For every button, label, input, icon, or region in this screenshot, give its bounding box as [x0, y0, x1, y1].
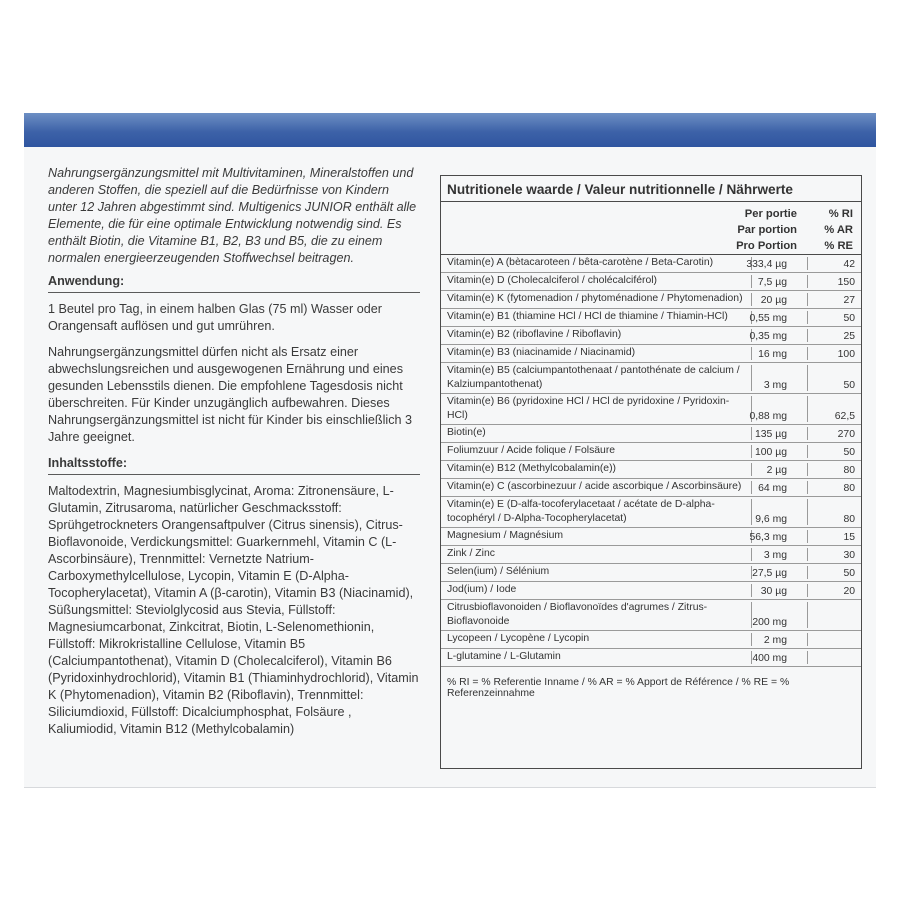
nutrient-name: Vitamin(e) B3 (niacinamide / Niacinamid)	[447, 347, 636, 358]
column-divider	[807, 396, 808, 422]
nutrient-amount: 64 mg	[758, 483, 787, 494]
nutrient-reference-intake: 50	[843, 568, 855, 579]
column-divider	[807, 602, 808, 628]
nutrient-reference-intake: 15	[843, 532, 855, 543]
column-divider	[807, 275, 808, 288]
nutrient-row	[441, 546, 861, 564]
per-portion-label: Par portion	[737, 224, 797, 236]
nutrient-reference-intake: 20	[843, 586, 855, 597]
nutrient-reference-intake: 62,5	[834, 411, 855, 422]
nutrient-name: Vitamin(e) B12 (Methylcobalamin(e))	[447, 463, 617, 474]
nutrition-footnote: % RI = % Referentie Inname / % AR = % Apport de Référence / % RE = % Referenzeinnahme	[447, 677, 790, 699]
nutrient-name: Zink / Zinc	[447, 548, 495, 559]
nutrient-row	[441, 443, 861, 461]
column-divider	[807, 445, 808, 458]
nutrient-row	[441, 600, 861, 631]
nutrient-amount: 3 mg	[763, 380, 787, 391]
nutrient-reference-intake: 50	[843, 380, 855, 391]
nutrient-row	[441, 649, 861, 667]
nutrient-name: Jod(ium) / Iode	[447, 584, 517, 595]
nutrient-row	[441, 327, 861, 345]
nutrient-name: Vitamin(e) B2 (riboflavine / Riboflavin)	[447, 329, 622, 340]
nutrient-reference-intake: 80	[843, 514, 855, 525]
column-divider	[807, 293, 808, 306]
nutrient-amount: 3 mg	[763, 550, 787, 561]
ingredients-heading: Inhaltsstoffe:	[48, 455, 420, 475]
nutrient-amount: 135 µg	[755, 429, 787, 440]
per-portion-label: Per portie	[744, 208, 797, 220]
nutrient-row	[441, 582, 861, 600]
column-divider	[807, 499, 808, 525]
nutrient-name: Biotin(e)	[447, 427, 486, 438]
usage-heading: Anwendung:	[48, 273, 420, 293]
nutrient-reference-intake: 25	[843, 331, 855, 342]
nutrient-row	[441, 497, 861, 528]
packaging-top-band	[24, 113, 876, 147]
column-divider	[807, 530, 808, 543]
column-divider	[751, 427, 752, 440]
nutrient-reference-intake: 80	[843, 465, 855, 476]
nutrient-reference-intake: 50	[843, 447, 855, 458]
column-divider	[751, 275, 752, 288]
nutrient-name: Vitamin(e) B1 (thiamine HCl / HCl de thiamine / Thiamin-HCl)	[447, 311, 728, 322]
nutrient-amount: 16 mg	[758, 349, 787, 360]
per-portion-header	[736, 206, 797, 254]
nutrient-amount: 0,35 mg	[749, 331, 787, 342]
nutrient-name: Vitamin(e) B5 (calciumpantothenaat / pantothénate de calcium / Kalziumpantothenat)	[447, 365, 740, 390]
nutrient-name: Vitamin(e) C (ascorbinezuur / acide ascorbique / Ascorbinsäure)	[447, 481, 742, 492]
nutrient-amount: 9,6 mg	[755, 514, 787, 525]
reference-intake-header	[824, 206, 853, 254]
nutrient-name: Vitamin(e) A (bètacaroteen / bêta-carotène / Beta-Carotin)	[447, 257, 714, 268]
nutrient-name: Lycopeen / Lycopène / Lycopin	[447, 633, 590, 644]
column-divider	[807, 651, 808, 664]
column-divider	[807, 257, 808, 270]
nutrient-reference-intake: 80	[843, 483, 855, 494]
usage-text: 1 Beutel pro Tag, in einem halben Glas (75 ml) Wasser oder Orangensaft auflösen und gut umrühren.	[48, 302, 382, 333]
warning-text: Nahrungsergänzungsmittel dürfen nicht als Ersatz einer abwechslungsreichen und ausgewogenen Ernährung und eines gesunden Lebensstils dienen. Die empfohlene Tagesdosis nicht überschreiten. Für Kinder unzugänglich aufbewahren. Dieses Nahrungsergänzungsmittel ist nicht für Kinder bis einschließlich 3 Jahre geeignet.	[48, 345, 412, 444]
nutrient-row	[441, 309, 861, 327]
ingredients-text: Maltodextrin, Magnesiumbisglycinat, Aroma: Zitronensäure, L-Glutamin, Zitrusaroma, natürlicher Geschmacksstoff: Sprühgetrockneters Orangensaftpulver (Citrus sinensis), Citrus-Bioflavonoide, Verdickungsmittel: Guarkernmehl, Vitamin C (L-Ascorbinsäure), Trennmittel: Vernetzte Natrium-Carboxymethylcellulose, Lycopin, Vitamin E (D-Alpha-Tocopherylacetat), Vitamin A (β-carotin), Vitamin B3 (Niacinamid), Süßungsmittel: Steviolglycosid aus Stevia, Füllstoff: Magnesiumcarbonat, Zinkcitrat, Biotin, L-Selenomethionin, Füllstoff: Mikrokristalline Cellulose, Vitamin B5 (Calciumpantothenat), Vitamin D (Cholecalciferol), Vitamin B6 (Pyridoxinhydrochlorid), Vitamin B1 (Thiaminhydrochlorid), Vitamin K (Phytomenadion), Vitamin B2 (Riboflavin), Trennmittel: Siliciumdioxid, Füllstoff: Dicalciumphosphat, Folsäure , Kaliumiodid, Vitamin B12 (Methylcobalamin)	[48, 484, 419, 736]
nutrient-name: L-glutamine / L-Glutamin	[447, 651, 561, 662]
nutrient-row	[441, 631, 861, 649]
nutrient-name: Vitamin(e) K (fytomenadion / phytoménadione / Phytomenadion)	[447, 293, 743, 304]
nutrient-amount: 0,88 mg	[749, 411, 787, 422]
column-divider	[751, 365, 752, 391]
nutrient-row	[441, 528, 861, 546]
nutrient-row	[441, 564, 861, 582]
description-column	[48, 165, 420, 738]
nutrient-name: Selen(ium) / Sélénium	[447, 566, 550, 577]
nutrient-amount: 7,5 µg	[757, 277, 787, 288]
nutrition-table-title: Nutritionele waarde / Valeur nutritionnelle / Nährwerte	[441, 176, 861, 202]
nutrient-amount: 100 µg	[755, 447, 787, 458]
nutrient-name: Vitamin(e) E (D-alfa-tocoferylacetaat / acétate de D-alpha-tocophéryl / D-Alpha-Tocopherylacetat)	[447, 499, 715, 524]
nutrient-amount: 200 mg	[752, 617, 787, 628]
nutrient-amount: 27,5 µg	[752, 568, 787, 579]
reference-intake-label: % RI	[828, 208, 853, 220]
nutrient-amount: 0,55 mg	[749, 313, 787, 324]
nutrient-reference-intake: 42	[843, 259, 855, 270]
column-divider	[751, 463, 752, 476]
reference-intake-label: % RE	[824, 240, 853, 252]
nutrient-reference-intake: 150	[837, 277, 855, 288]
nutrient-amount: 30 µg	[760, 586, 787, 597]
nutrient-row	[441, 291, 861, 309]
column-divider	[807, 481, 808, 494]
column-divider	[751, 445, 752, 458]
nutrition-table	[440, 175, 862, 769]
column-divider	[751, 633, 752, 646]
nutrient-row	[441, 425, 861, 443]
nutrient-row	[441, 479, 861, 497]
nutrient-row	[441, 273, 861, 291]
column-divider	[751, 481, 752, 494]
nutrient-amount: 400 mg	[752, 653, 787, 664]
nutrient-name: Magnesium / Magnésium	[447, 530, 564, 541]
column-divider	[807, 427, 808, 440]
column-divider	[807, 548, 808, 561]
column-divider	[807, 365, 808, 391]
nutrient-row	[441, 461, 861, 479]
nutrient-row	[441, 394, 861, 425]
column-divider	[807, 347, 808, 360]
nutrient-row	[441, 363, 861, 394]
nutrition-table-header	[441, 202, 861, 255]
column-divider	[751, 347, 752, 360]
nutrient-reference-intake: 27	[843, 295, 855, 306]
nutrient-amount: 2 mg	[763, 635, 787, 646]
nutrient-amount: 56,3 mg	[749, 532, 787, 543]
nutrient-reference-intake: 100	[837, 349, 855, 360]
product-intro-text: Nahrungsergänzungsmittel mit Multivitaminen, Mineralstoffen und anderen Stoffen, die speziell auf die Bedürfnisse von Kindern unter 12 Jahren abgestimmt sind. Multigenics JUNIOR enthält alle Elemente, die für eine optimale Entwicklung notwendig sind. Es enthält Biotin, die Vitamine B1, B2, B3 und B5, die zu einem normalen energieerzeugenden Stoffwechsel beitragen.	[48, 166, 417, 265]
per-portion-label: Pro Portion	[736, 240, 797, 252]
nutrient-name: Vitamin(e) D (Cholecalciferol / cholécalciférol)	[447, 275, 658, 286]
nutrient-amount: 333,4 µg	[746, 259, 787, 270]
nutrient-row	[441, 345, 861, 363]
nutrient-amount: 20 µg	[760, 295, 787, 306]
product-label-panel	[24, 147, 876, 788]
nutrient-name: Citrusbioflavonoiden / Bioflavonoïdes d'agrumes / Zitrus-Bioflavonoide	[447, 602, 708, 627]
nutrient-reference-intake: 270	[837, 429, 855, 440]
column-divider	[751, 499, 752, 525]
column-divider	[751, 584, 752, 597]
column-divider	[807, 584, 808, 597]
nutrient-name: Foliumzuur / Acide folique / Folsäure	[447, 445, 616, 456]
nutrient-row	[441, 255, 861, 273]
reference-intake-label: % AR	[824, 224, 853, 236]
column-divider	[807, 463, 808, 476]
nutrition-table-body	[441, 255, 861, 667]
column-divider	[751, 293, 752, 306]
nutrient-name: Vitamin(e) B6 (pyridoxine HCl / HCl de pyridoxine / Pyridoxin-HCl)	[447, 396, 730, 421]
column-divider	[807, 329, 808, 342]
nutrient-amount: 2 µg	[766, 465, 787, 476]
nutrient-reference-intake: 50	[843, 313, 855, 324]
column-divider	[751, 548, 752, 561]
column-divider	[807, 566, 808, 579]
nutrient-reference-intake: 30	[843, 550, 855, 561]
column-divider	[807, 633, 808, 646]
column-divider	[807, 311, 808, 324]
